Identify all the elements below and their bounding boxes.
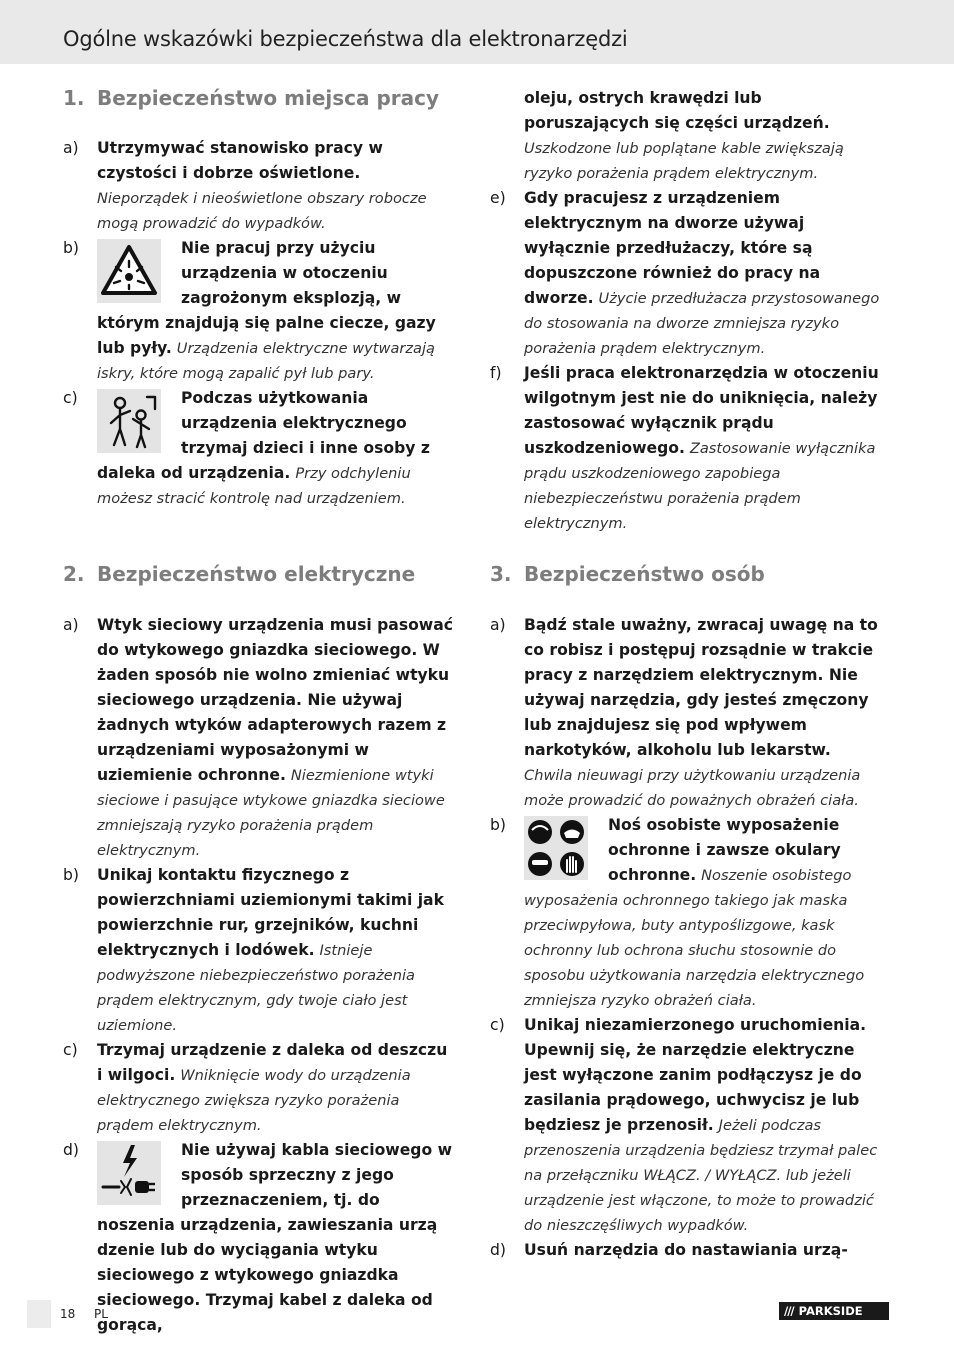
list-item: [63, 1138, 455, 1338]
item-instruction: Jeśli praca elektronarzędzia w otoczeniu wilgotnym jest nie do uniknięcia, należy zastosować wyłącznik prądu uszkodzeniowego.: [524, 364, 879, 457]
section-title: Bezpieczeństwo osób: [524, 562, 765, 586]
item-instruction: oleju, ostrych krawędzi lub poruszających się części urządzeń.: [524, 89, 830, 132]
list-item: [490, 186, 882, 361]
right-column: [490, 86, 882, 536]
item-label: e): [490, 189, 506, 207]
item-label: a): [63, 616, 79, 634]
section-1-heading: [63, 86, 455, 111]
item-label: b): [63, 866, 79, 884]
list-item: [490, 361, 882, 536]
item-label: a): [63, 139, 79, 157]
brand-name: PARKSIDE: [798, 1304, 863, 1318]
language-code: PL: [94, 1307, 108, 1321]
item-label: b): [490, 816, 506, 834]
explosion-warning-icon: [97, 239, 161, 303]
section-2-heading: [63, 562, 455, 587]
brand-slashes: ///: [784, 1304, 794, 1318]
item-explanation: Przy odchyleniu możesz stracić kontrolę nad urządzeniem.: [97, 465, 411, 507]
item-explanation: Urządzenia elektryczne wytwarzają iskry, które mogą zapalić pył lub pary.: [97, 340, 436, 382]
left-column: [63, 86, 455, 511]
list-item: [490, 613, 882, 813]
item-instruction: Bądź stale uważny, zwracaj uwagę na to co robisz i postępuj rozsądnie w trakcie pracy z narzędziem elektrycznym. Nie używaj narzędzia, gdy jesteś zmęczony lub znajdujesz się pod wpływem narkotyków, alkoholu lub lekarstw.: [524, 616, 878, 759]
list-item: [63, 1038, 455, 1138]
item-explanation: Uszkodzone lub poplątane kable zwiększają ryzyko porażenia prądem elektrycznym.: [524, 140, 844, 182]
section-title: Bezpieczeństwo miejsca pracy: [97, 86, 440, 110]
item-label: d): [63, 1141, 79, 1159]
item-explanation: Zastosowanie wyłącznika prądu uszkodzeniowego zapobiega niebezpieczeństwu porażenia prądem elektrycznym.: [524, 440, 876, 532]
section-number: 1.: [63, 86, 85, 110]
section-number: 3.: [490, 562, 512, 586]
item-explanation: Niezmienione wtyki sieciowe i pasujące wtykowe gniazdka sieciowe zmniejszają ryzyko porażenia prądem elektrycznym.: [97, 767, 445, 859]
page-header: [0, 0, 954, 64]
item-instruction: Unikaj niezamierzonego uruchomienia. Upewnij się, że narzędzie elektryczne jest wyłączone zanim podłączysz je do zasilania prądowego, uchwycisz je lub będziesz je przenosił.: [524, 1016, 867, 1134]
item-explanation: Nieporządek i nieoświetlone obszary robocze mogą prowadzić do wypadków.: [97, 190, 427, 232]
section-number: 2.: [63, 562, 85, 586]
left-column-lower: [63, 562, 455, 1338]
list-item: [63, 863, 455, 1038]
right-column-lower: [490, 562, 882, 1263]
protective-equipment-icon: [524, 816, 588, 880]
section-3-heading: [490, 562, 882, 587]
page-title: Ogólne wskazówki bezpieczeństwa dla elektronarzędzi: [63, 27, 628, 51]
item-instruction: Wtyk sieciowy urządzenia musi pasować do wtykowego gniazdka sieciowego. W żaden sposób nie wolno zmieniać wtyku sieciowego urządzenia. Nie używaj żadnych wtyków adapterowych razem z urządzeniami wyposażonymi w uziemienie ochronne.: [97, 616, 453, 784]
item-label: b): [63, 239, 79, 257]
list-item: [490, 813, 882, 1013]
item-label: c): [490, 1016, 505, 1034]
list-item: [63, 613, 455, 863]
page-number: 18: [60, 1307, 76, 1321]
item-explanation: Noszenie osobistego wyposażenia ochronnego takiego jak maska przeciwpyłowa, buty antypoślizgowe, kask ochronny lub ochrona słuchu stosownie do sposobu użytkowania narzędzia elektrycznego zmniejsza ryzyko obrażeń ciała.: [524, 867, 865, 1009]
list-item: [63, 136, 455, 236]
item-instruction: Nie używaj kabla sieciowego w sposób sprzeczny z jego przeznaczeniem, tj. do noszenia urządzenia, zawieszania urzą dzenie lub do wyciągania wtyku sieciowego z wtykowego gniazdka sieciowego. Trzymaj kabel z daleka od gorąca,: [97, 1141, 452, 1334]
item-instruction: Podczas użytkowania urządzenia elektrycznego trzymaj dzieci i inne osoby z daleka od urządzenia.: [97, 389, 430, 482]
keep-children-away-icon: [97, 389, 161, 453]
item-explanation: Użycie przedłużacza przystosowanego do stosowania na dworze zmniejsza ryzyko porażenia prądem elektrycznym.: [524, 290, 880, 357]
item-label: d): [490, 1241, 506, 1259]
list-item: [490, 1238, 882, 1263]
item-explanation: Jeżeli podczas przenoszenia urządzenia będziesz trzymał palec na przełączniku WŁĄCZ. / WYŁĄCZ. lub jeżeli urządzenie jest włączone, to może to prowadzić do nieszczęśliwych wypadków.: [524, 1117, 878, 1234]
list-item: [63, 236, 455, 386]
list-item-continued: [490, 86, 882, 186]
item-explanation: Chwila nieuwagi przy użytkowaniu urządzenia może prowadzić do poważnych obrażeń ciała.: [524, 767, 861, 809]
page-number-box: [27, 1300, 51, 1328]
list-item: [490, 1013, 882, 1238]
item-instruction: Utrzymywać stanowisko pracy w czystości i dobrze oświetlone.: [97, 139, 383, 182]
section-title: Bezpieczeństwo elektryczne: [97, 562, 416, 586]
item-instruction: Nie pracuj przy użyciu urządzenia w otoczeniu zagrożonym eksplozją, w którym znajdują się palne ciecze, gazy lub pyły.: [97, 239, 436, 357]
list-item: [63, 386, 455, 511]
item-explanation: Wniknięcie wody do urządzenia elektrycznego zwiększa ryzyko porażenia prądem elektrycznym.: [97, 1067, 411, 1134]
item-instruction: Trzymaj urządzenie z daleka od deszczu i wilgoci.: [97, 1041, 448, 1084]
item-instruction: Unikaj kontaktu fizycznego z powierzchniami uziemionymi takimi jak powierzchnie rur, grzejników, kuchni elektrycznych i lodówek.: [97, 866, 444, 959]
item-label: f): [490, 364, 502, 382]
item-instruction: Noś osobiste wyposażenie ochronne i zawsze okulary ochronne.: [608, 816, 841, 884]
damaged-cable-icon: [97, 1141, 161, 1205]
item-instruction: Usuń narzędzia do nastawiania urzą-: [524, 1241, 848, 1259]
item-explanation: Istnieje podwyższone niebezpieczeństwo porażenia prądem elektrycznym, gdy twoje ciało jest uziemione.: [97, 942, 415, 1034]
brand-logo: [779, 1302, 889, 1320]
item-label: c): [63, 1041, 78, 1059]
item-label: c): [63, 389, 78, 407]
item-label: a): [490, 616, 506, 634]
item-instruction: Gdy pracujesz z urządzeniem elektrycznym na dworze używaj wyłącznie przedłużaczy, które są dopuszczone również do pracy na dworze.: [524, 189, 821, 307]
